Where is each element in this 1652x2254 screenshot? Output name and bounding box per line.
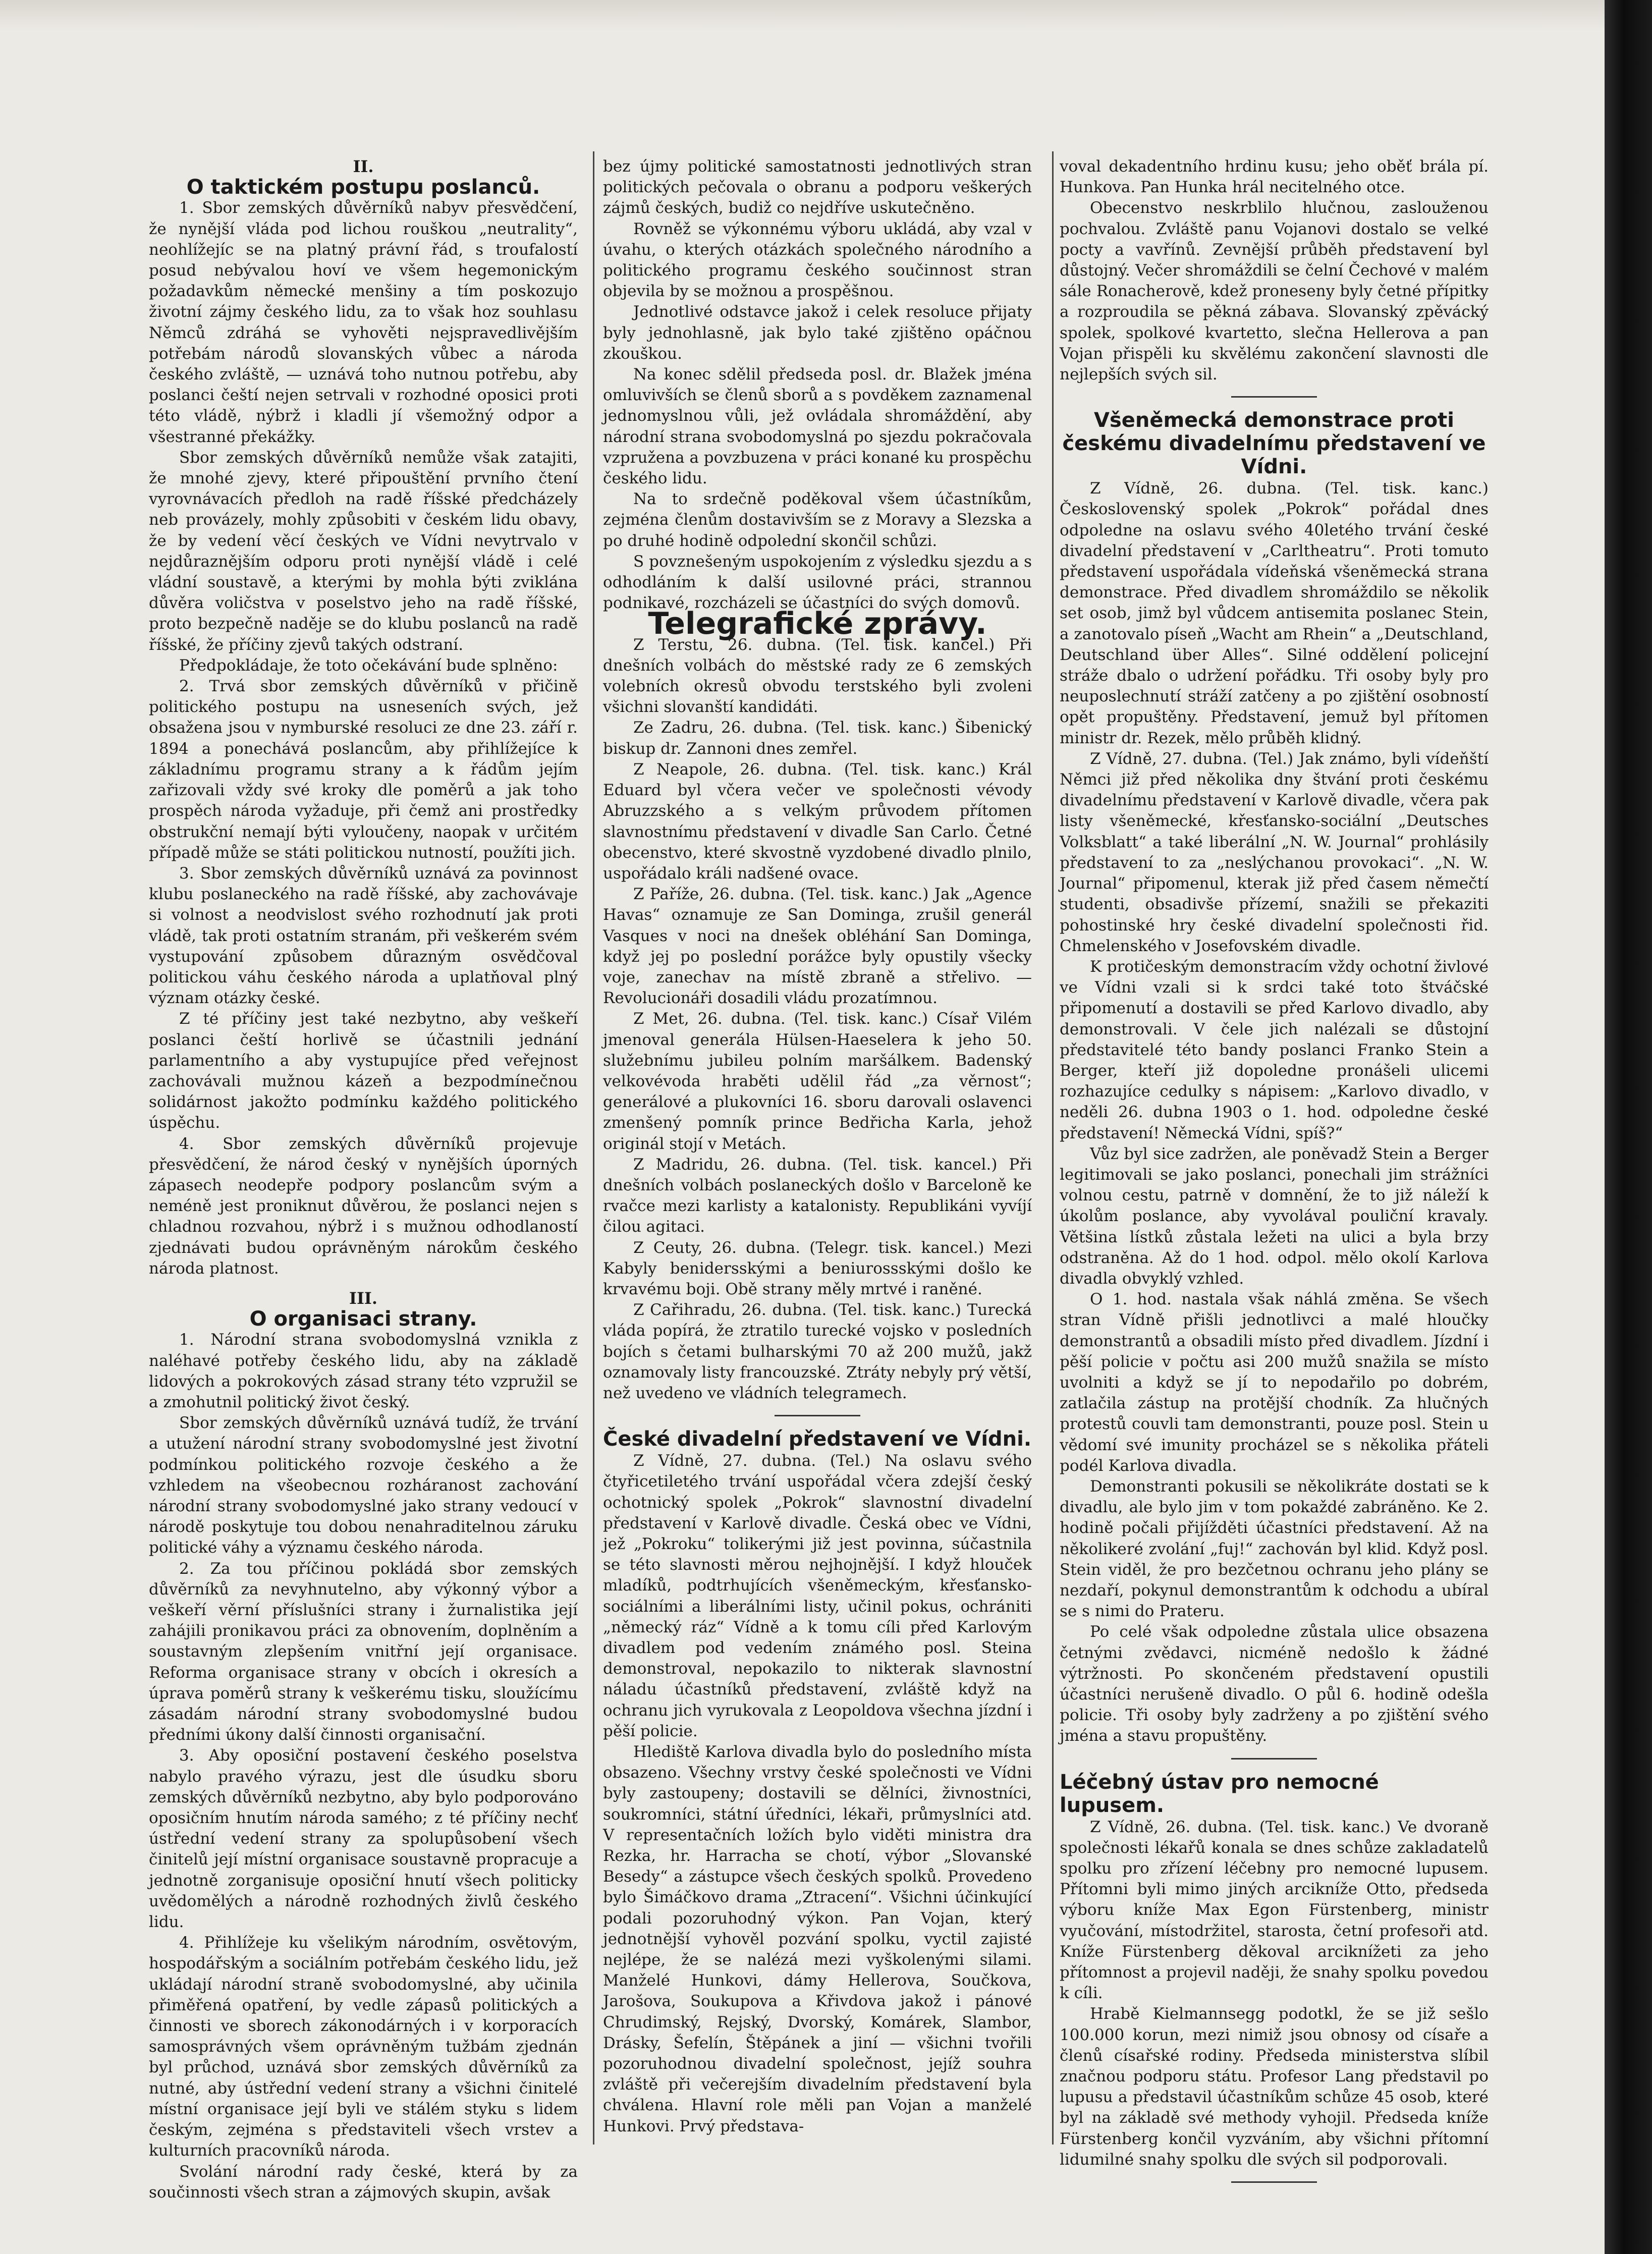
paragraph: Demonstranti pokusili se několikráte dostati se k divadlu, ale bylo jim v tom pokaždé zabráněno. Ke 2. hodině počali přijížděti účastníci představení. Až na několikeré zvolání „fuj!“ zachován byl klid. Když posl. Stein viděl, že pro bezčetnou ochranu jeho plány se nezdaří, pokynul demonstrantům k odchodu a ubíral se s nimi do Prateru. — [1060, 1477, 1489, 1621]
paragraph: K protičeským demonstracím vždy ochotní živlové ve Vídni vzali si k srdci také toto štváčské připomenutí a dostavili se před Karlovo divadlo, aby demonstrovali. V čele jich nalézali se důstojní představitelé této bandy poslanci Franko Stein a Berger, kteří již dopoledne pronášeli ulicemi rozhazujíce cedulky s nápisem: „Karlovo divadlo, v neděli 26. dubna 1903 o 1. hod. odpoledne české představení! Německá Vídni, spíš?“ — [1060, 957, 1489, 1142]
paragraph: 3. Sbor zemských důvěrníků uznává za povinnost klubu poslaneckého na radě říšské, aby zachovávaje si volnost a neodvislost svého rozhodnutí jak proti vládě, tak proti ostatním stranám, při veškerém svém vystupování způsobem důrazným osvědčoval politickou váhu českého národa a uplatňoval plný význam otázky české. — [149, 864, 578, 1008]
paragraph: 1. Národní strana svobodomyslná vznikla z naléhavé potřeby českého lidu, aby na základě lidových a pokrokových zásad strany této vzpružil se a zmohutnil politický život český. — [149, 1331, 578, 1411]
paragraph: Na to srdečně poděkoval všem účastníkům, zejména členům dostavivším se z Moravy a Slezska a po druhé hodině odpolední skončil schůzi. — [603, 490, 1032, 550]
paragraph: Z Vídně, 27. dubna. (Tel.) Jak známo, byli vídeňští Němci již před několika dny štvání proti českému divadelnímu představení v Karlově divadle, včera pak listy všeněmecké, křesťansko-sociální „Deutsches Volksblatt“ a také liberální „N. W. Journal“ prohlásily představení to za „neslýchanou provokaci“. „N. W. Journal“ připomenul, kterak již před časem němečtí studenti, obsadivše přízemí, snažili se překaziti pohostinské hry české divadelní společnosti řid. Chmelenského v Josefovském divadle. — [1060, 749, 1489, 955]
paragraph: Obecenstvo neskrblilo hlučnou, zaslouženou pochvalou. Zvláště panu Vojanovi dostalo se velké pocty a vavřínů. Zevnější průběh představení byl důstojný. Večer shromáždili se čelní Čechové v malém sále Ronacherově, kdež proneseny byly četné přípitky a rozproudila se pěkná zábava. Slovanský zpěvácký spolek, spolkové kvartetto, slečna Hellerova a pan Vojan přispěli ku skvělému zakončení slavnosti dle nejlepších svých sil. — [1060, 199, 1489, 384]
paragraph: Svolání národní rady české, která by za součinnosti všech stran a zájmových skupin, avšak — [149, 2162, 578, 2202]
column-1 — [149, 156, 578, 2202]
demonstration-heading: Všeněmecká demonstrace proti českému divadelnímu představení ve Vídni. — [1062, 409, 1486, 479]
theatre-heading: České divadelní představení ve Vídni. — [603, 1427, 1032, 1451]
paragraph: Po celé však odpoledne zůstala ulice obsazena četnými zvědavci, nicméně nedošlo k žádné výtržnosti. Po skončeném představení opustili účastníci nerušeně divadlo. O půl 6. hodině odešla policie. Tři osoby byly zadrženy a po zjištění svého jména a stavu propuštěny. — [1060, 1623, 1489, 1745]
column-rule-left — [593, 151, 594, 2145]
cure-heading: Léčebný ústav pro nemocné lupusem. — [1060, 1770, 1379, 1817]
separator — [1231, 396, 1317, 398]
paragraph: 2. Trvá sbor zemských důvěrníků v přičině politického postupu na usneseních svých, jež obsažena jsou v nymburské resoluci ze dne 23. září r. 1894 a ponechává poslancům, aby přihlížejíce k základnímu programu strany a k řádům jejím zařizovali vždy své kroky dle poměrů a jak toho prospěch národa vyžaduje, při čemž ani prostředky obstrukční nemají býti vyloučeny, naopak v určitém případě může se státi politickou nutností, použíti jich. — [149, 677, 578, 862]
paragraph: Vůz byl sice zadržen, ale poněvadž Stein a Berger legitimovali se jako poslanci, ponechali jim strážníci volnou cestu, patrně v domnění, že to již náleží k úkolům poslance, aby vyvolával pouliční kravaly. Většina lístků zůstala ležeti na ulici a byla brzy odstraněna. Až do 1 hod. odpol. mělo okolí Karlova divadla obvyklý vzhled. — [1060, 1144, 1489, 1288]
top-margin-shadow — [0, 0, 1605, 30]
paragraph: Jednotlivé odstavce jakož i celek resoluce přijaty byly jednohlasně, jak bylo také zjištěno opáčnou zkouškou. — [603, 303, 1032, 363]
paragraph: Z Vídně, 26. dubna. (Tel. tisk. kanc.) Československý spolek „Pokrok“ pořádal dnes odpoledne na oslavu svého 40letého trvání české divadelní představení v „Carltheatru“. Proti tomuto představení uspořádala vídeňská všeněmecká strana demonstrace. Před divadlem shromáždilo se několik set osob, jimž byl vůdcem antisemita poslanec Stein, a zanotovalo píseň „Wacht am Rhein“ a „Deutschland, Deutschland über Alles“. Silné oddělení policejní stráže dbalo o udržení pořádku. Tři osoby byly pro neuposlechnutí stráží zatčeny a po zjištění osobností opět propuštěny. Představení, jemuž byl přítomen ministr dr. Rezek, mělo průběh klidný. — [1060, 479, 1489, 747]
column-3 — [1060, 156, 1489, 2175]
paragraph: 1. Sbor zemských důvěrníků nabyv přesvědčení, že nynější vláda pod lichou rouškou „neutrality“, neohlížejíc se na platný právní řád, s troufalostí posud nebývalou hoví ve všem hegemonickým požadavkům německé menšiny a tím poskozujo životní zájmy českého lidu, za to však hoz souhlasu Němců zdráhá se vyhověti nejspravedlivějším potřebám národů slovanských vůbec a národa českého zvláště, — uznává toho nutnou potřebu, aby poslanci čeští nejen setrvali v rozhodné oposici proti této vládě, nýbrž i kladli jí všemožný odpor a všestranné překážky. — [149, 199, 578, 446]
paragraph: Z Vídně, 27. dubna. (Tel.) Na oslavu svého čtyřicetiletého trvání uspořádal včera zdejší český ochotnický spolek „Pokrok“ slavnostní divadelní představení v Karlově divadle. Česká obec ve Vídni, jež „Pokroku“ tolikerými již jest povinna, súčastnila se této slavnosti měrou nejhojnější. I když hlouček mladíků, podtrhujících všeněmeckým, křesťansko-sociálními a liberálními listy, učinil pokus, ochrániti „německý ráz“ Vídně a k tomu cíli před Karlovým divadlem pod vedením známého posl. Steina demonstroval, nepokazilo to nikterak slavnostní náladu účastníků představení, zvláště když na ochranu jich vyrukovala z Leopoldova všechna jízdní i pěší policie. — [603, 1452, 1032, 1740]
paragraph: Z té příčiny jest také nezbytno, aby veškeří poslanci čeští horlivě se účastnili jednání parlamentního a aby vystupujíce před veřejnost zachovávali mužnou kázeň a bezpodmínečnou solidárnost jakožto podmínku každého politického úspěchu. — [149, 1010, 578, 1132]
paragraph: Z Vídně, 26. dubna. (Tel. tisk. kanc.) Ve dvoraně společnosti lékařů konala se dnes schůze zakladatelů spolku pro zřízení léčebny pro nemocné lupusem. Přítomni byli mimo jiných arcikníže Otto, předseda výboru kníže Max Egon Fürstenberg, ministr vyučování, místodržitel, starosta, četní profesoři atd. Kníže Fürstenberg děkoval arciknížeti za jeho přítomnost a projevil naději, že snahy spolku povedou k cíli. — [1060, 1818, 1489, 2003]
separator — [1231, 1758, 1317, 1760]
section-2-number: II. — [353, 157, 374, 176]
paragraph: Rovněž se výkonnému výboru ukládá, aby vzal v úvahu, o kterých otázkách společného národního a politického programu českého součinnost stran objevila by se možnou a prospěšnou. — [603, 219, 1032, 301]
telegraph-item: Z Ceuty, 26. dubna. (Telegr. tisk. kancel.) Mezi Kabyly benidersskými a beniurossskými došlo ke krvavému boji. Obě strany měly mrtvé i raněné. — [603, 1238, 1032, 1298]
column-rule-right — [1052, 151, 1054, 2145]
telegraph-item: Ze Zadru, 26. dubna. (Tel. tisk. kanc.) Šibenický biskup dr. Zannoni dnes zemřel. — [603, 719, 1032, 758]
telegraph-item: Z Madridu, 26. dubna. (Tel. tisk. kancel.) Při dnešních volbách poslaneckých došlo v Barceloně ke rvačce mezi karlisty a katalonisty. Republikáni vyvíjí čilou agitaci. — [603, 1155, 1032, 1236]
paragraph: Na konec sdělil předseda posl. dr. Blažek jména omluvivších se členů sborů a s povděkem zaznamenal jednomyslnou vůli, jež ovládala shromáždění, aby národní strana svobodomyslná po sjezdu pokračovala vzpružena a povzbuzena v práci konané ku prospěchu českého lidu. — [603, 365, 1032, 488]
column-2 — [603, 156, 1032, 2175]
telegraph-item: Z Cařihradu, 26. dubna. (Tel. tisk. kanc.) Turecká vláda popírá, že ztratilo turecké vojsko v posledních bojích s četami bulharskými 70 až 200 mužů, jakž oznamovaly listy francouzské. Ztráty nebyly prý větší, než uvedeno ve vládních telegramech. — [603, 1301, 1032, 1402]
paragraph: Sbor zemských důvěrníků nemůže však zatajiti, že mnohé zjevy, které připouštění prvního čtení vyrovnávacích předloh na radě říšské předcházely neb provázely, mohly způsobiti v českém lidu obavy, že by vedení věcí českých ve Vídni nevytrvalo v nejdůraznějším odporu proti nynější vládě i celé vládní soustavě, a kterými by mohla býti zviklána důvěra voličstva v poselstvo jeho na radě říšské, proto bezpečně naděje se do klubu poslanců na radě říšské, že příčiny zjevů takých odstraní. — [149, 448, 578, 654]
paragraph: 3. Aby oposiční postavení českého poselstva nabylo pravého výrazu, jest dle úsudku sboru zemských důvěrníků nezbytno, aby bylo podporováno oposičním hnutím národa samého; z té příčiny nechť ústřední vedení strany za spolupůsobení všech činitelů její místní organisace soustavně propracuje a jednotně zorganisuje oposiční hnutí všech politicky uvědomělých a národně rozhodných živlů českého lidu. — [149, 1746, 578, 1932]
telegraph-item: Z Neapole, 26. dubna. (Tel. tisk. kanc.) Král Eduard byl včera večer ve společnosti vévody Abruzzského a s velkým průvodem přítomen slavnostnímu představení v divadle San Carlo. Četné obecenstvo, které skvostně vyzdobené divadlo plnilo, uspořádalo králi nadšené ovace. — [603, 760, 1032, 883]
paragraph: 4. Přihlížeje ku všelikým národním, osvětovým, hospodářským a sociálním potřebám českého lidu, jež ukládají národní straně svobodomyslné, aby učinila přiměřená opatření, by vedle zápasů politických a činnosti ve sborech zákonodárných i v korporacích samosprávných všem oprávněným tužbám zjednán byl průchod, uznává sbor zemských důvěrníků za nutné, aby ústřední vedení strany a všichni činitelé místní organisace její byli ve stálém styku s lidem českým, zejména s představiteli všech vrstev a kulturních pracovníků národa. — [149, 1934, 578, 2160]
paragraph: Hrabě Kielmannsegg podotkl, že se již sešlo 100.000 korun, mezi nimiž jsou obnosy od císaře a členů císařské rodiny. Předseda ministerstva slíbil značnou podporu státu. Profesor Lang představil po lupusu a představil účastníkům schůze 45 osob, které byl na základě své methody vyhojil. Předseda kníže Fürstenberg končil vyzváním, aby všichni přítomní lidumilné snahy spolku dle svých sil podporovali. — [1060, 2005, 1489, 2169]
separator — [775, 1415, 860, 1416]
section-2-title: O taktickém postupu poslanců. — [186, 176, 540, 199]
paragraph: 4. Sbor zemských důvěrníků projevuje přesvědčení, že národ český v nynějších úporných zápasech neodepře podpory poslancům svým a neméně jest proniknut důvěrou, že poslanci nejen s chladnou rozvahou, nýbrž i s mužnou odhodlaností zjednávati budou oprávněným nárokům českého národa platnost. — [149, 1134, 578, 1278]
paragraph: bez újmy politické samostatnosti jednotlivých stran politických pečovala o obranu a podporu veškerých zájmů českých, budiž co nejdříve uskutečněno. — [603, 157, 1032, 217]
paragraph: Sbor zemských důvěrníků uznává tudíž, že trvání a utužení národní strany svobodomyslné jest životní podmínkou politického rozvoje českého a že vzhledem na všeobecnou rozháranost zachování národní strany svobodomyslné jako strany vedoucí v národě poskytuje tou dobou nenahraditelnou záruku politické váhy a významu českého národa. — [149, 1414, 578, 1557]
telegraph-heading: Telegrafické zprávy. — [648, 606, 987, 642]
telegraph-item: Z Paříže, 26. dubna. (Tel. tisk. kanc.) Jak „Agence Havas“ oznamuje ze San Dominga, zrušil generál Vasques v noci na dnešek obléhání San Dominga, když jej po poslední porážce byly opustily všecky voje, zanechav na místě zbraně a střelivo. — Revolucionáři dosadili vládu prozatímnou. — [603, 885, 1032, 1008]
telegraph-item: Z Met, 26. dubna. (Tel. tisk. kanc.) Císař Vilém jmenoval generála Hülsen-Haeselera k jeho 50. služebnímu jubileu polním maršálkem. Badenský velkovévoda hraběti udělil řád „za věrnost“; generálové a plukovníci 16. sboru darovali oslavenci zmenšený pomník prince Bedřicha Karla, jehož originál stojí v Metách. — [603, 1010, 1032, 1153]
paragraph: 2. Za tou příčinou pokládá sbor zemských důvěrníků za nevyhnutelno, aby výkonný výbor a veškeří věrní příslušníci strany i žurnalistika její zahájili pronikavou práci za obnovením, doplněním a soustavným zlepšením vnitřní její organisace. Reforma organisace strany v obcích i okresích a úprava poměrů strany k veškerému tisku, sloužícímu zásadám národní strany svobodomyslné budou předními úkony další činnosti organisační. — [149, 1559, 578, 1744]
paragraph: voval dekadentního hrdinu kusu; jeho oběť brála pí. Hunkova. Pan Hunka hrál necitelného otce. — [1060, 157, 1489, 197]
paragraph: S povznešeným uspokojením z výsledku sjezdu a s odhodláním k další usilovné práci, strannou podnikavé, rozcházeli se účastníci do svých domovů. — [603, 552, 1032, 613]
section-3-title: O organisaci strany. — [249, 1307, 477, 1331]
section-3-number: III. — [349, 1288, 378, 1308]
paragraph: Hlediště Karlova divadla bylo do posledního místa obsazeno. Všechny vrstvy české společnosti ve Vídni byly zastoupeny; dostavili se dělníci, živnostníci, soukromníci, státní úředníci, lékaři, průmyslníci atd. V representačních ložích bylo viděti ministra dra Rezka, hr. Harracha se chotí, výbor „Slovanské Besedy“ a zástupce všech českých spolků. Provedeno bylo Šimáčkovo drama „Ztracení“. Všichni účinkující podali pozoruhodný výkon. Pan Vojan, který jednotnější vyhověl pozvání spolku, vyctil zajisté nejlépe, že se nalézá mezi vyškolenými silami. Manželé Hunkovi, dámy Hellerova, Součkova, Jarošova, Soukupova a Křivdova jakož i pánové Chrudimský, Rejský, Dvorský, Komárek, Slambor, Drásky, Šefelín, Štěpánek a jiní — všichni tvořili pozoruhodnou divadelní společnost, jejíž souhra zvláště při večerejším divadelním představení byla chválena. Hlavní role měli pan Vojan a manželé Hunkovi. Prvý představa- — [603, 1743, 1032, 2135]
telegraph-item: Z Terstu, 26. dubna. (Tel. tisk. kancel.) Při dnešních volbách do městské rady ze 6 zemských volebních okresů obvodu terstského byli zvoleni všichni slovanští kandidáti. — [603, 635, 1032, 717]
paragraph: O 1. hod. nastala však náhlá změna. Se všech stran Vídně přišli jednotlivci a malé hloučky demonstrantů a obsadili místo před divadlem. Jízdní i pěší policie v počtu asi 200 mužů snažila se místo uvolniti a když se jí to nepodařilo po dobrém, zatlačila zástup na protější chodník. Za hlučných protestů couvli tam demonstranti, pouze posl. Stein u vědomí své imunity procházel se s několika přáteli podél Karlova divadla. — [1060, 1290, 1489, 1475]
scan-dark-edge — [1605, 0, 1652, 2254]
separator — [1231, 2181, 1317, 2183]
paragraph: Předpokládaje, že toto očekávání bude splněno: — [179, 656, 558, 675]
